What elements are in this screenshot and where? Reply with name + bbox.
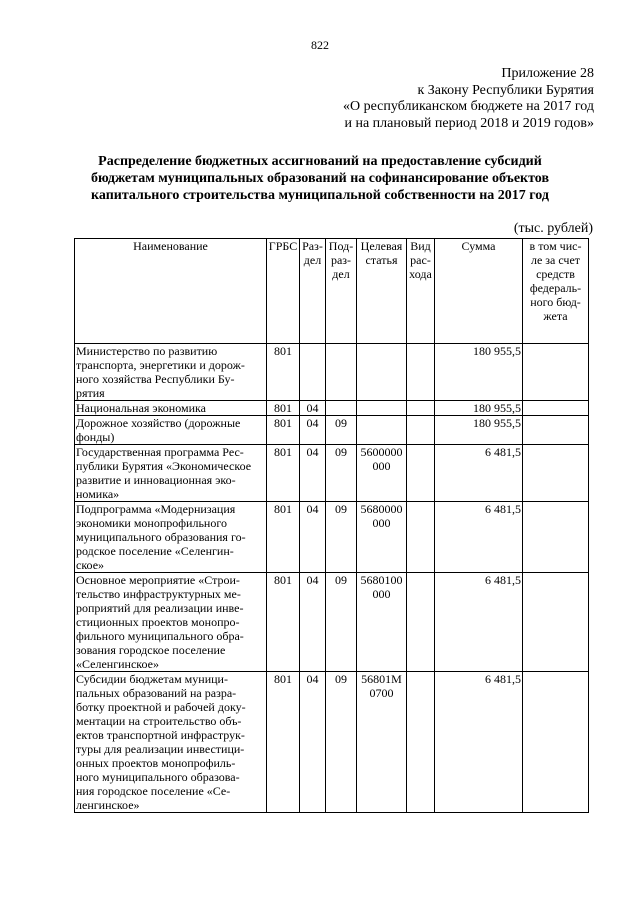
cell-vid (407, 502, 435, 573)
cell-vid (407, 672, 435, 813)
cell-podrazdel (326, 401, 357, 416)
cell-podrazdel (326, 344, 357, 401)
cell-grbs: 801 (267, 672, 300, 813)
cell-summa: 180 955,5 (435, 344, 523, 401)
document-title (40, 153, 600, 204)
title-line: Распределение бюджетных ассигнований на предоставление субсидий (98, 154, 542, 169)
table-row (75, 416, 589, 445)
cell-vid (407, 344, 435, 401)
cell-name: Дорожное хозяйство (дорожные фонды) (75, 416, 267, 445)
cell-podrazdel: 09 (326, 416, 357, 445)
cell-vid (407, 573, 435, 672)
table-row (75, 672, 589, 813)
cell-grbs: 801 (267, 502, 300, 573)
table-row (75, 573, 589, 672)
cell-name: Подпрограмма «Модернизация экономики монопрофильного муниципального образования го- родское поселение «Селенгин- ское» (75, 502, 267, 573)
appendix-line: Приложение 28 (501, 66, 594, 81)
cell-razdel: 04 (300, 672, 326, 813)
cell-razdel: 04 (300, 502, 326, 573)
cell-summa: 6 481,5 (435, 672, 523, 813)
title-line: бюджетам муниципальных образований на софинансирование объектов (90, 171, 550, 186)
cell-name: Министерство по развитию транспорта, энергетики и дорож- ного хозяйства Республики Бу- рятия (75, 344, 267, 401)
page-number: 822 (311, 38, 329, 52)
appendix-line: к Закону Республики Бурятия (417, 82, 594, 98)
header-name: Наименование (75, 239, 267, 344)
cell-razdel (300, 344, 326, 401)
cell-name: Государственная программа Рес- публики Бурятия «Экономическое развитие и инновационная эко- номика» (75, 445, 267, 502)
header-celevaya: Целевая статья (357, 239, 407, 344)
cell-celevaya (357, 344, 407, 401)
cell-celevaya (357, 401, 407, 416)
cell-razdel: 04 (300, 416, 326, 445)
cell-podrazdel: 09 (326, 502, 357, 573)
cell-vid (407, 416, 435, 445)
cell-summa: 6 481,5 (435, 445, 523, 502)
cell-celevaya: 5680100 000 (357, 573, 407, 672)
header-grbs: ГРБС (267, 239, 300, 344)
table-row (75, 445, 589, 502)
cell-razdel: 04 (300, 445, 326, 502)
cell-grbs: 801 (267, 401, 300, 416)
budget-table (74, 238, 589, 813)
cell-name: Национальная экономика (75, 401, 267, 416)
header-razdel: Раз- дел (300, 239, 326, 344)
header-podrazdel: Под- раз- дел (326, 239, 357, 344)
cell-federal (523, 502, 589, 573)
table-header-row (75, 239, 589, 344)
cell-federal (523, 344, 589, 401)
cell-podrazdel: 09 (326, 445, 357, 502)
appendix-line: «О республиканском бюджете на 2017 год (343, 99, 594, 114)
cell-federal (523, 401, 589, 416)
cell-grbs: 801 (267, 416, 300, 445)
appendix-line: и на плановый период 2018 и 2019 годов» (344, 115, 594, 131)
cell-grbs: 801 (267, 573, 300, 672)
units-label: (тыс. рублей) (513, 221, 593, 236)
cell-federal (523, 672, 589, 813)
header-federal: в том чис- ле за счет средств федераль- ного бюд- жета (523, 239, 589, 344)
cell-summa: 6 481,5 (435, 502, 523, 573)
cell-vid (407, 401, 435, 416)
cell-federal (523, 445, 589, 502)
cell-celevaya: 5680000 000 (357, 502, 407, 573)
cell-podrazdel: 09 (326, 573, 357, 672)
cell-grbs: 801 (267, 344, 300, 401)
cell-celevaya: 5600000 000 (357, 445, 407, 502)
cell-name: Основное мероприятие «Строи- тельство инфраструктурных ме- роприятий для реализации инве- стиционных проектов монопро- фильного муниципального обра- зования городское поселение «Селенгинское» (75, 573, 267, 672)
title-line: капитального строительства муниципальной собственности на 2017 год (91, 188, 549, 203)
cell-podrazdel: 09 (326, 672, 357, 813)
cell-summa: 180 955,5 (435, 401, 523, 416)
header-summa: Сумма (435, 239, 523, 344)
table-row (75, 344, 589, 401)
header-vid: Вид рас- хода (407, 239, 435, 344)
cell-razdel: 04 (300, 401, 326, 416)
cell-celevaya (357, 416, 407, 445)
table-row (75, 502, 589, 573)
cell-federal (523, 416, 589, 445)
cell-razdel: 04 (300, 573, 326, 672)
cell-summa: 180 955,5 (435, 416, 523, 445)
table-row (75, 401, 589, 416)
cell-name: Субсидии бюджетам муници- пальных образований на разра- ботку проектной и рабочей доку- ментации на строительство объ- ектов транспортной инфраструк- туры для реализации инвестици- онных проектов монопрофиль- ного муниципального образова- ния городское поселение «Се- ленгинское» (75, 672, 267, 813)
cell-summa: 6 481,5 (435, 573, 523, 672)
appendix-header (343, 66, 594, 132)
cell-vid (407, 445, 435, 502)
cell-celevaya: 56801M 0700 (357, 672, 407, 813)
cell-grbs: 801 (267, 445, 300, 502)
cell-federal (523, 573, 589, 672)
